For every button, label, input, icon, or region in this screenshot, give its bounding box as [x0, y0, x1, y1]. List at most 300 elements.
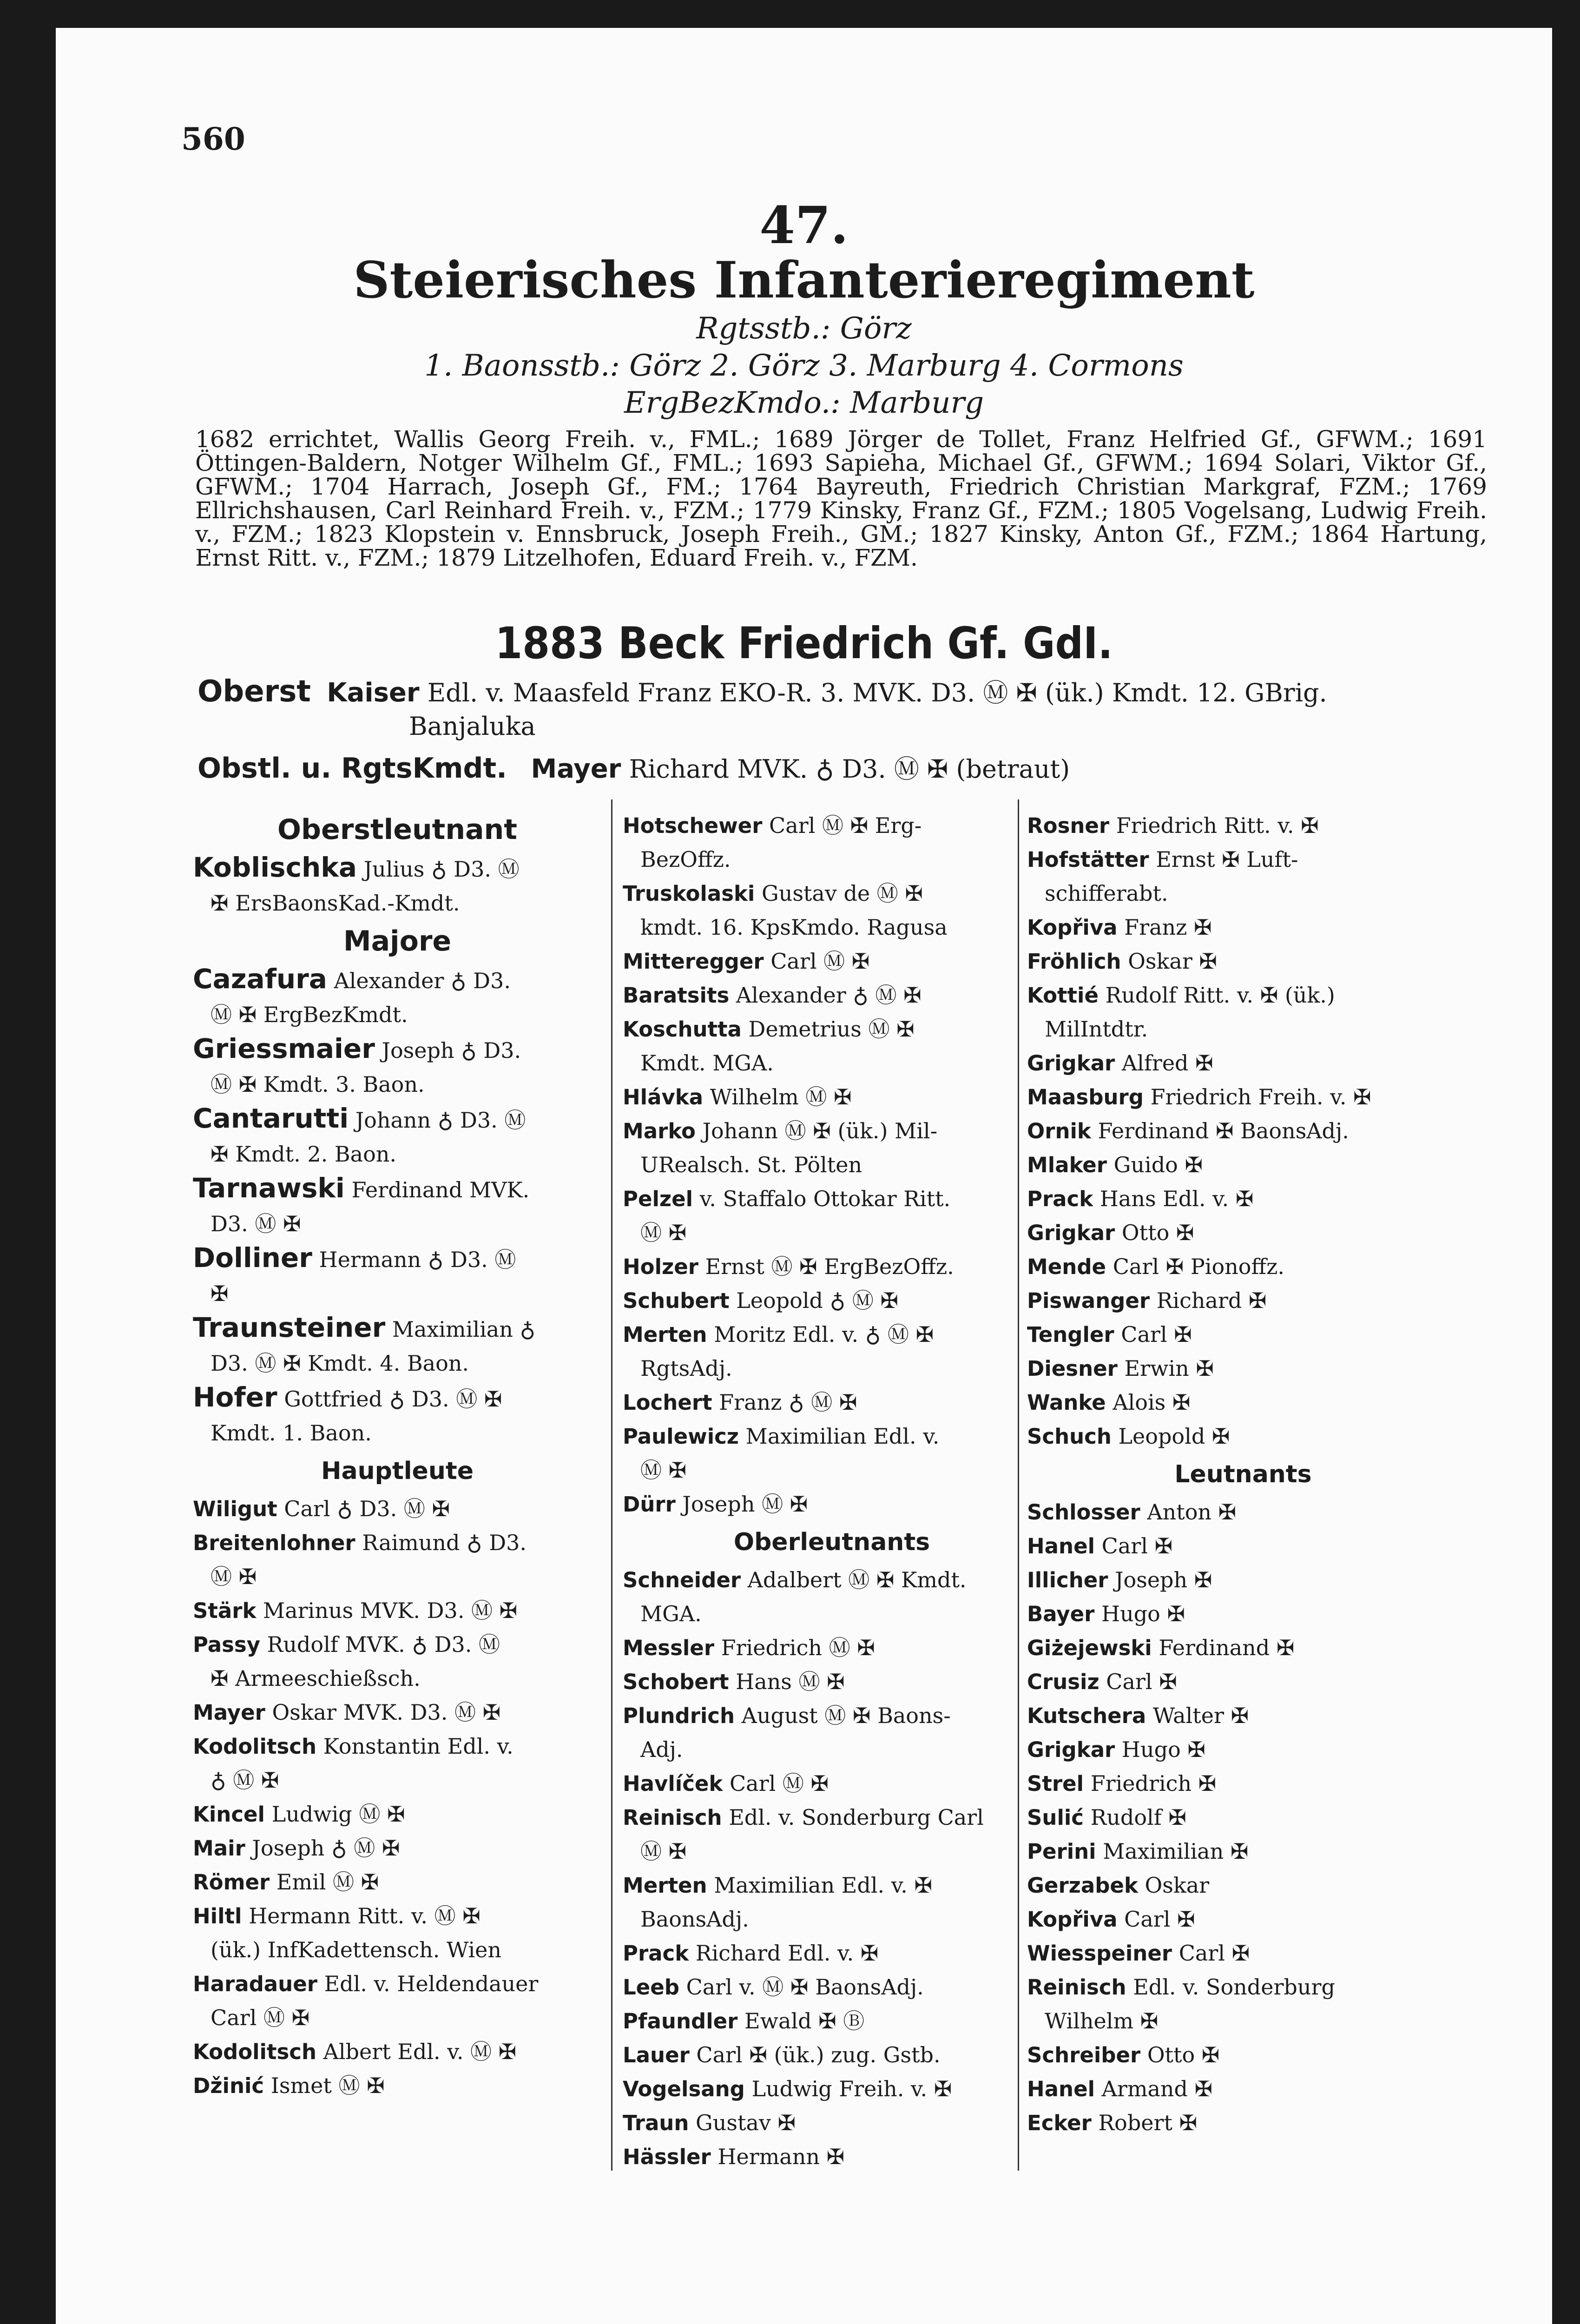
officer-details: Ernst Ⓜ ✠ ErgBezOffz.	[705, 1254, 954, 1279]
officer-surname: Tengler	[1027, 1322, 1114, 1347]
officer-details: Maximilian ♁	[392, 1317, 536, 1342]
roster-entry	[623, 1563, 1041, 1597]
entry-continuation: BezOffz.	[640, 847, 731, 872]
officer-details: Carl Ⓜ ✠ Erg-	[769, 813, 922, 838]
roster-entry	[1027, 1563, 1459, 1597]
roster-entry	[1027, 2106, 1459, 2140]
roster-entry	[1027, 1216, 1459, 1250]
officer-surname: Cazafura	[193, 963, 327, 995]
officer-details: Franz ♁ Ⓜ ✠	[719, 1390, 857, 1415]
officer-surname: Koschutta	[623, 1017, 742, 1042]
roster-entry	[623, 1182, 1041, 1216]
roster-entry	[1027, 911, 1459, 944]
roster-entry	[193, 1102, 602, 1137]
officer-details: Emil Ⓜ ✠	[276, 1869, 379, 1895]
officer-surname: Hlávka	[623, 1085, 704, 1109]
column-divider-1	[611, 799, 612, 2171]
officer-details: Richard ✠	[1156, 1288, 1267, 1313]
entry-continuation: (ük.) InfKadettensch. Wien	[211, 1937, 502, 1962]
roster-entry	[623, 944, 1041, 978]
roster-entry	[623, 2072, 1041, 2106]
officer-surname: Giżejewski	[1027, 1636, 1152, 1660]
column-divider-2	[1018, 799, 1019, 2171]
officer-details: Otto ✠	[1121, 1220, 1194, 1245]
officer-surname: Grigkar	[1027, 1051, 1115, 1076]
roster-entry	[1027, 1386, 1459, 1419]
officer-details: Oskar	[1145, 1873, 1210, 1898]
roster-entry	[193, 1797, 602, 1831]
entry-continuation: RgtsAdj.	[640, 1356, 732, 1381]
regiment-history: 1682 errichtet, Wallis Georg Freih. v., FML.; 1689 Jörger de Tollet, Franz Helfried Gf., GFWM.; 1691 Öttingen-Baldern, Notger Wilhelm Gf., FML.; 1693 Sapieha, Michael Gf., GFWM.; 1694 Solari, Viktor Gf., GFWM.; 1704 Harrach, Joseph Gf., FM.; 1764 Bayreuth, Friedrich Christian Markgraf, FZM.; 1769 Ellrichshausen, Carl Reinhard Freih. v., FZM.; 1779 Kinsky, Franz Gf., FZM.; 1805 Vogelsang, Ludwig Freih. v., FZM.; 1823 Klopstein v. Ennsbruck, Joseph Freih., GM.; 1827 Kinsky, Anton Gf., FZM.; 1864 Hartung, Ernst Ritt. v., FZM.; 1879 Litzelhofen, Eduard Freih. v., FZM.	[195, 426, 1487, 571]
roster-entry	[1027, 843, 1459, 877]
oberst-details: Edl. v. Maasfeld Franz EKO-R. 3. MVK. D3. Ⓜ ✠ (ük.) Kmdt. 12. GBrig.	[427, 678, 1327, 707]
officer-details: Robert ✠	[1098, 2110, 1198, 2135]
roster-entry	[623, 978, 1041, 1012]
officer-details: Hermann ✠	[718, 2144, 845, 2169]
officer-surname: Merten	[623, 1322, 707, 1347]
roster-entry	[1027, 1352, 1459, 1386]
roster-entry	[1027, 1114, 1459, 1148]
officer-surname: Džinić	[193, 2073, 264, 2098]
officer-details: Richard Edl. v. ✠	[695, 1941, 879, 1966]
officer-details: Hans Edl. v. ✠	[1099, 1186, 1254, 1211]
officer-surname: Mitteregger	[623, 949, 764, 974]
officer-surname: Rosner	[1027, 813, 1110, 838]
roster-entry	[1027, 1902, 1459, 1936]
obstl-rank: Obstl. u. RgtsKmdt.	[198, 752, 507, 785]
officer-details: Ludwig Ⓜ ✠	[271, 1802, 405, 1827]
entry-continuation: Ⓜ ✠	[211, 1564, 257, 1589]
officer-surname: Perini	[1027, 1839, 1096, 1864]
entry-continuation: Ⓜ ✠ Kmdt. 3. Baon.	[211, 1072, 425, 1097]
officer-surname: Reinisch	[1027, 1975, 1126, 2000]
roster-entry	[1027, 1046, 1459, 1080]
roster-entry	[193, 1492, 602, 1526]
roster-entry	[1027, 1733, 1459, 1767]
officer-surname: Vogelsang	[623, 2077, 745, 2101]
officer-details: Carl ✠	[1124, 1907, 1195, 1932]
officer-surname: Reinisch	[623, 1805, 722, 1830]
entry-continuation: ✠ Kmdt. 2. Baon.	[211, 1142, 397, 1167]
roster-entry	[1027, 1284, 1459, 1318]
roster-entry	[623, 1080, 1041, 1114]
officer-details: Carl ✠ Pionoffz.	[1113, 1254, 1285, 1279]
roster-entry	[623, 1386, 1041, 1419]
officer-surname: Schlosser	[1027, 1500, 1140, 1525]
officer-details: Maximilian Edl. v.	[745, 1424, 940, 1449]
entry-continuation: BaonsAdj.	[640, 1907, 749, 1932]
ergbez-kmdo: ErgBezKmdo.: Marburg	[624, 386, 984, 420]
officer-surname: Kottié	[1027, 983, 1099, 1008]
officer-surname: Cantarutti	[193, 1103, 349, 1134]
oberst-rank: Oberst	[198, 674, 311, 709]
officer-details: Maximilian Edl. v. ✠	[714, 1873, 933, 1898]
section-heading: Oberstleutnant	[277, 813, 517, 846]
officer-surname: Gerzabek	[1027, 1873, 1138, 1898]
roster-entry	[193, 1628, 602, 1662]
officer-details: Friedrich ✠	[1090, 1771, 1217, 1796]
officer-surname: Mlaker	[1027, 1153, 1107, 1177]
officer-surname: Grigkar	[1027, 1221, 1115, 1245]
officer-surname: Grigkar	[1027, 1737, 1115, 1762]
officer-details: Marinus MVK. D3. Ⓜ ✠	[263, 1598, 518, 1623]
section-heading: Majore	[343, 925, 452, 957]
officer-surname: Pfaundler	[623, 2009, 738, 2034]
roster-entry	[623, 1012, 1041, 1046]
officer-details: Wilhelm Ⓜ ✠	[710, 1084, 852, 1109]
officer-surname: Kopřiva	[1027, 1907, 1118, 1932]
officer-surname: Mair	[193, 1836, 245, 1861]
roster-entry	[1027, 1665, 1459, 1699]
officer-surname: Kodolitsch	[193, 2040, 316, 2064]
entry-continuation: Ⓜ ✠ ErgBezKmdt.	[211, 1002, 408, 1027]
roster-entry	[1027, 1699, 1459, 1733]
officer-details: Erwin ✠	[1124, 1356, 1214, 1381]
officer-surname: Stärk	[193, 1598, 257, 1623]
officer-details: Carl ✠	[1121, 1322, 1192, 1347]
officer-surname: Maasburg	[1027, 1085, 1144, 1109]
entry-continuation: ✠	[211, 1281, 229, 1306]
officer-details: Raimund ♁ D3.	[362, 1530, 527, 1555]
officer-surname: Kincel	[193, 1802, 265, 1827]
officer-details: Alois ✠	[1113, 1390, 1191, 1415]
entry-continuation: Carl Ⓜ ✠	[211, 2005, 310, 2030]
officer-details: Friedrich Ⓜ ✠	[721, 1635, 875, 1660]
officer-surname: Prack	[1027, 1187, 1093, 1211]
officer-surname: Hiltl	[193, 1904, 242, 1928]
officer-details: Hermann ♁ D3. Ⓜ	[319, 1247, 516, 1272]
roster-entry	[193, 962, 602, 998]
officer-details: Carl ✠	[1178, 1941, 1250, 1966]
officer-details: Carl ✠	[1101, 1533, 1173, 1558]
officer-surname: Kopřiva	[1027, 915, 1118, 940]
roster-entry	[1027, 1318, 1459, 1352]
officer-surname: Schubert	[623, 1288, 730, 1313]
officer-surname: Mende	[1027, 1254, 1106, 1279]
roster-entry	[623, 1665, 1041, 1699]
officer-surname: Hässler	[623, 2145, 711, 2169]
officer-surname: Crusiz	[1027, 1670, 1099, 1694]
roster-entry	[1027, 2038, 1459, 2072]
roster-entry	[623, 1284, 1041, 1318]
roster-entry	[193, 2035, 602, 2069]
entry-continuation: Kmdt. 1. Baon.	[211, 1420, 372, 1446]
roster-entry	[623, 1250, 1041, 1284]
officer-details: Carl Ⓜ ✠	[770, 949, 870, 974]
officer-surname: Schobert	[623, 1670, 729, 1694]
officer-surname: Kutschera	[1027, 1703, 1146, 1728]
roster-entry	[193, 851, 602, 886]
officer-surname: Strel	[1027, 1771, 1084, 1796]
roster-entry	[1027, 1868, 1459, 1902]
entry-continuation: Wilhelm ✠	[1045, 2008, 1159, 2034]
roster-entry	[193, 1730, 602, 1763]
entry-continuation: ✠ Armeeschießsch.	[211, 1666, 421, 1691]
officer-surname: Schneider	[623, 1568, 741, 1592]
officer-details: Oskar ✠	[1128, 949, 1217, 974]
roster-entry	[1027, 1529, 1459, 1563]
entry-continuation: D3. Ⓜ ✠	[211, 1211, 301, 1236]
roster-entry	[1027, 1080, 1459, 1114]
roster-entry	[623, 1419, 1041, 1453]
officer-details: Hugo ✠	[1101, 1601, 1185, 1626]
officer-surname: Dolliner	[193, 1242, 312, 1274]
roster-entry	[1027, 1597, 1459, 1631]
officer-surname: Traunsteiner	[193, 1312, 386, 1343]
roster-entry	[193, 1032, 602, 1068]
column-3	[1027, 809, 1459, 2140]
roster-entry	[1027, 1148, 1459, 1182]
roster-entry	[623, 2038, 1041, 2072]
officer-details: Armand ✠	[1101, 2076, 1213, 2101]
officer-details: Moritz Edl. v. ♁ Ⓜ ✠	[714, 1322, 934, 1347]
officer-details: Anton ✠	[1147, 1499, 1237, 1525]
officer-surname: Dürr	[623, 1492, 676, 1517]
page-number: 560	[181, 121, 245, 157]
officer-surname: Diesner	[1027, 1356, 1118, 1381]
officer-details: Julius ♁ D3. Ⓜ	[363, 857, 520, 882]
officer-details: Adalbert Ⓜ ✠ Kmdt.	[747, 1567, 967, 1592]
roster-entry	[623, 1767, 1041, 1801]
officer-surname: Breitenlohner	[193, 1531, 356, 1555]
officer-details: Hugo ✠	[1121, 1737, 1205, 1762]
officer-surname: Merten	[623, 1873, 707, 1898]
column-1	[193, 809, 602, 2103]
officer-surname: Illicher	[1027, 1568, 1108, 1592]
roster-entry	[623, 809, 1041, 843]
officer-surname: Baratsits	[623, 983, 730, 1008]
officer-surname: Messler	[623, 1636, 715, 1660]
section-heading: Hauptleute	[321, 1457, 474, 1485]
officer-details: Gottfried ♁ D3. Ⓜ ✠	[284, 1386, 502, 1412]
officer-surname: Schuch	[1027, 1424, 1112, 1449]
roster-entry	[1027, 1835, 1459, 1868]
officer-surname: Römer	[193, 1870, 270, 1895]
roster-entry	[1027, 1970, 1459, 2004]
roster-entry	[1027, 809, 1459, 843]
officer-surname: Fröhlich	[1027, 949, 1121, 974]
officer-surname: Haradauer	[193, 1972, 317, 1996]
roster-entry	[193, 1311, 602, 1347]
entry-continuation: ♁ Ⓜ ✠	[211, 1768, 279, 1793]
officer-details: Carl ✠	[1106, 1669, 1177, 1694]
officer-details: Johann ♁ D3. Ⓜ	[355, 1108, 526, 1133]
officer-details: Edl. v. Heldendauer	[324, 1971, 539, 1996]
roster-entry	[623, 1801, 1041, 1835]
officer-details: Carl v. Ⓜ ✠ BaonsAdj.	[686, 1974, 924, 2000]
section-heading: Oberleutnants	[733, 1528, 930, 1556]
officer-details: Gustav de Ⓜ ✠	[761, 881, 923, 906]
officer-details: Joseph ♁ D3.	[382, 1038, 521, 1063]
entry-continuation: URealsch. St. Pölten	[640, 1152, 862, 1177]
obstl-entry	[198, 753, 1499, 785]
officer-details: Edl. v. Sonderburg	[1133, 1974, 1335, 2000]
roster-entry	[623, 1970, 1041, 2004]
roster-entry	[1027, 1936, 1459, 1970]
officer-surname: Traun	[623, 2111, 689, 2135]
roster-entry	[193, 1380, 602, 1416]
entry-continuation: Ⓜ ✠	[640, 1220, 687, 1245]
roster-entry	[623, 1868, 1041, 1902]
officer-surname: Hanel	[1027, 1534, 1095, 1558]
officer-details: Friedrich Freih. v. ✠	[1150, 1084, 1371, 1109]
officer-surname: Marko	[623, 1119, 696, 1143]
inhaber-line: 1883 Beck Friedrich Gf. GdI.	[495, 618, 1113, 669]
officer-details: Rudolf Ritt. v. ✠ (ük.)	[1105, 983, 1335, 1008]
entry-continuation: MGA.	[640, 1601, 702, 1626]
officer-surname: Holzer	[623, 1254, 698, 1279]
officer-details: Demetrius Ⓜ ✠	[748, 1017, 915, 1042]
officer-details: Alexander ♁ D3.	[334, 968, 511, 993]
officer-details: Walter ✠	[1152, 1703, 1249, 1728]
officer-details: Joseph Ⓜ ✠	[682, 1492, 808, 1517]
officer-surname: Hanel	[1027, 2077, 1095, 2101]
officer-details: Hermann Ritt. v. Ⓜ ✠	[249, 1903, 481, 1928]
roster-entry	[193, 1526, 602, 1560]
entry-continuation: ✠ ErsBaonsKad.-Kmdt.	[211, 891, 460, 916]
officer-surname: Passy	[193, 1632, 261, 1657]
officer-details: Friedrich Ritt. v. ✠	[1116, 813, 1319, 838]
officer-details: Edl. v. Sonderburg Carl	[729, 1805, 984, 1830]
roster-entry	[193, 1696, 602, 1730]
oberst-line2: Banjaluka	[409, 712, 536, 741]
officer-details: Carl ♁ D3. Ⓜ ✠	[284, 1496, 450, 1521]
roster-entry	[623, 1114, 1041, 1148]
officer-surname: Paulewicz	[623, 1424, 739, 1449]
roster-entry	[193, 1831, 602, 1865]
officer-details: Maximilian ✠	[1103, 1839, 1249, 1864]
officer-details: Joseph ♁ Ⓜ ✠	[252, 1835, 400, 1861]
officer-surname: Mayer	[193, 1700, 265, 1725]
officer-details: Ludwig Freih. v. ✠	[751, 2076, 952, 2101]
officer-details: Rudolf MVK. ♁ D3. Ⓜ	[267, 1632, 500, 1657]
battalion-staffs: 1. Baonsstb.: Görz 2. Görz 3. Marburg 4. Cormons	[424, 349, 1184, 383]
officer-details: Konstantin Edl. v.	[323, 1734, 514, 1759]
officer-details: Franz ✠	[1124, 915, 1212, 940]
officer-details: Oskar MVK. D3. Ⓜ ✠	[272, 1700, 501, 1725]
officer-surname: Hofstätter	[1027, 847, 1149, 872]
obstl-details: Richard MVK. ♁ D3. Ⓜ ✠ (betraut)	[629, 754, 1070, 784]
officer-surname: Truskolaski	[623, 881, 755, 906]
officer-details: Ewald ✠ Ⓑ	[744, 2008, 865, 2034]
roster-entry	[193, 1967, 602, 2001]
roster-entry	[623, 877, 1041, 911]
oberst-name: Kaiser	[327, 678, 420, 708]
officer-surname: Kodolitsch	[193, 1734, 316, 1759]
officer-surname: Lauer	[623, 2043, 690, 2067]
entry-continuation: MilIntdtr.	[1045, 1017, 1148, 1042]
obstl-name: Mayer	[531, 754, 621, 784]
officer-details: Otto ✠	[1147, 2042, 1220, 2067]
officer-details: Ernst ✠ Luft-	[1156, 847, 1298, 872]
roster-entry	[623, 1318, 1041, 1352]
roster-entry	[1027, 1182, 1459, 1216]
entry-continuation: kmdt. 16. KpsKmdo. Ragusa	[640, 915, 948, 940]
officer-details: Ferdinand ✠	[1159, 1635, 1295, 1660]
officer-surname: Hofer	[193, 1381, 277, 1413]
officer-surname: Wiligut	[193, 1497, 277, 1521]
roster-entry	[623, 2004, 1041, 2038]
officer-details: Carl ✠ (ük.) zug. Gstb.	[696, 2042, 941, 2067]
officer-surname: Lochert	[623, 1390, 712, 1415]
oberst-entry	[198, 676, 1499, 708]
roster-entry	[1027, 1419, 1459, 1453]
officer-details: Alfred ✠	[1121, 1050, 1213, 1076]
officer-surname: Leeb	[623, 1975, 679, 2000]
officer-details: Ferdinand ✠ BaonsAdj.	[1098, 1118, 1349, 1143]
officer-details: Guido ✠	[1113, 1152, 1203, 1177]
officer-surname: Hotschewer	[623, 813, 763, 838]
officer-surname: Piswanger	[1027, 1288, 1150, 1313]
roster-entry	[1027, 1250, 1459, 1284]
officer-surname: Koblischka	[193, 852, 357, 883]
officer-surname: Griessmaier	[193, 1033, 375, 1064]
officer-details: v. Staffalo Ottokar Ritt.	[699, 1186, 951, 1211]
entry-continuation: Kmdt. MGA.	[640, 1050, 774, 1076]
roster-entry	[193, 1899, 602, 1933]
roster-entry	[1027, 978, 1459, 1012]
officer-details: Alexander ♁ Ⓜ ✠	[736, 983, 922, 1008]
officer-surname: Ornik	[1027, 1119, 1091, 1143]
officer-surname: Prack	[623, 1941, 689, 1966]
roster-entry	[193, 1241, 602, 1277]
officer-details: Carl Ⓜ ✠	[729, 1771, 829, 1796]
roster-entry	[623, 1936, 1041, 1970]
officer-details: Joseph ✠	[1115, 1567, 1212, 1592]
entry-continuation: Ⓜ ✠	[640, 1458, 687, 1483]
regiment-staff: Rgtsstb.: Görz	[696, 311, 912, 346]
regiment-title: Steierisches Infanterieregiment	[353, 251, 1255, 310]
officer-details: Hans Ⓜ ✠	[736, 1669, 845, 1694]
entry-continuation: schifferabt.	[1045, 881, 1168, 906]
officer-details: Albert Edl. v. Ⓜ ✠	[323, 2039, 517, 2064]
roster-entry	[1027, 1801, 1459, 1835]
officer-details: Leopold ✠	[1118, 1424, 1230, 1449]
roster-entry	[193, 2069, 602, 2103]
entry-continuation: D3. Ⓜ ✠ Kmdt. 4. Baon.	[211, 1351, 469, 1376]
roster-entry	[1027, 1495, 1459, 1529]
officer-surname: Sulić	[1027, 1805, 1084, 1830]
officer-details: Gustav ✠	[696, 2110, 796, 2135]
roster-entry	[193, 1865, 602, 1899]
roster-entry	[193, 1171, 602, 1207]
roster-entry	[623, 1631, 1041, 1665]
officer-surname: Wanke	[1027, 1390, 1106, 1415]
officer-surname: Schreiber	[1027, 2043, 1141, 2067]
entry-continuation: Ⓜ ✠	[640, 1839, 687, 1864]
book-page	[56, 28, 1552, 2324]
roster-entry	[193, 1594, 602, 1628]
roster-entry	[1027, 2072, 1459, 2106]
roster-entry	[623, 1699, 1041, 1733]
roster-entry	[623, 2140, 1041, 2174]
officer-details: Ferdinand MVK.	[351, 1177, 530, 1202]
entry-continuation: Adj.	[640, 1737, 683, 1762]
officer-details: August Ⓜ ✠ Baons-	[741, 1703, 951, 1728]
officer-surname: Bayer	[1027, 1602, 1095, 1626]
officer-surname: Tarnawski	[193, 1172, 345, 1204]
roster-entry	[1027, 1631, 1459, 1665]
officer-surname: Ecker	[1027, 2111, 1092, 2135]
section-heading: Leutnants	[1174, 1460, 1312, 1488]
officer-surname: Plundrich	[623, 1703, 735, 1728]
officer-surname: Pelzel	[623, 1187, 693, 1211]
roster-entry	[623, 1487, 1041, 1521]
officer-surname: Wiesspeiner	[1027, 1941, 1172, 1966]
roster-entry	[1027, 1767, 1459, 1801]
regiment-number: 47.	[759, 195, 849, 255]
officer-surname: Havlíček	[623, 1771, 723, 1796]
